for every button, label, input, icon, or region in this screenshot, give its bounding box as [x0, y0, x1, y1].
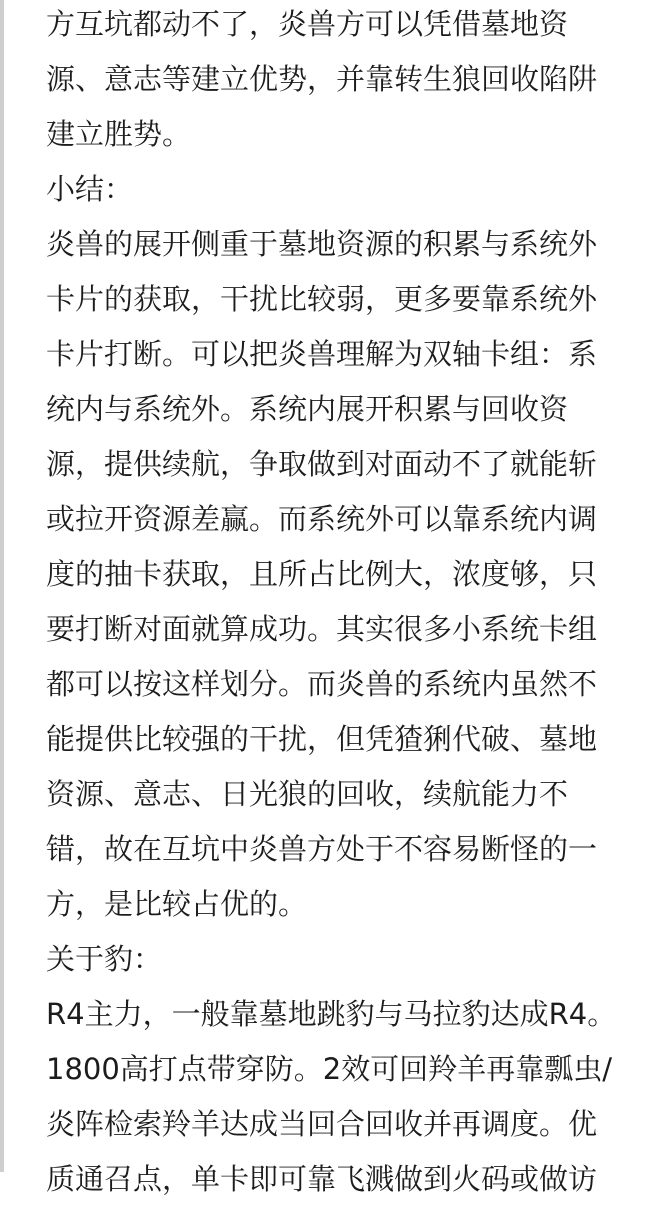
text-line: 能提供比较强的干扰，但凭猹猁代破、墓地 — [46, 722, 598, 756]
text-line: 1800高打点带穿防。2效可回羚羊再靠瓢虫/ — [46, 1052, 613, 1086]
section-heading: 小结： — [46, 172, 134, 206]
text-line: 或拉开资源差赢。而系统外可以靠系统内调 — [46, 502, 598, 536]
section-heading: 关于豹： — [46, 942, 163, 976]
text-line: 统内与系统外。系统内展开积累与回收资 — [46, 392, 569, 426]
text-line: 方，是比较占优的。 — [46, 887, 308, 921]
text-line: 源、意志等建立优势，并靠转生狼回收陷阱 — [46, 62, 598, 96]
text-line: 都可以按这样划分。而炎兽的系统内虽然不 — [46, 667, 598, 701]
text-line: R4主力，一般靠墓地跳豹与马拉豹达成R4。 — [46, 997, 617, 1031]
left-divider — [0, 0, 4, 1172]
text-line: 质通召点，单卡即可靠飞溅做到火码或做访 — [46, 1162, 598, 1196]
text-line: 炎阵检索羚羊达成当回合回收并再调度。优 — [46, 1107, 598, 1141]
text-line: 卡片的获取，干扰比较弱，更多要靠系统外 — [46, 282, 598, 316]
text-line: 方互坑都动不了，炎兽方可以凭借墓地资 — [46, 7, 569, 41]
text-line: 错，故在互坑中炎兽方处于不容易断怪的一 — [46, 832, 598, 866]
text-line: 建立胜势。 — [46, 117, 192, 151]
text-line: 要打断对面就算成功。其实很多小系统卡组 — [46, 612, 598, 646]
text-line: 卡片打断。可以把炎兽理解为双轴卡组：系 — [46, 337, 598, 371]
text-line: 炎兽的展开侧重于墓地资源的积累与系统外 — [46, 227, 598, 261]
text-line: 资源、意志、日光狼的回收，续航能力不 — [46, 777, 569, 811]
text-line: 源，提供续航，争取做到对面动不了就能斩 — [46, 447, 598, 481]
article-body — [46, 0, 650, 1207]
text-line: 度的抽卡获取，且所占比例大，浓度够，只 — [46, 557, 598, 591]
